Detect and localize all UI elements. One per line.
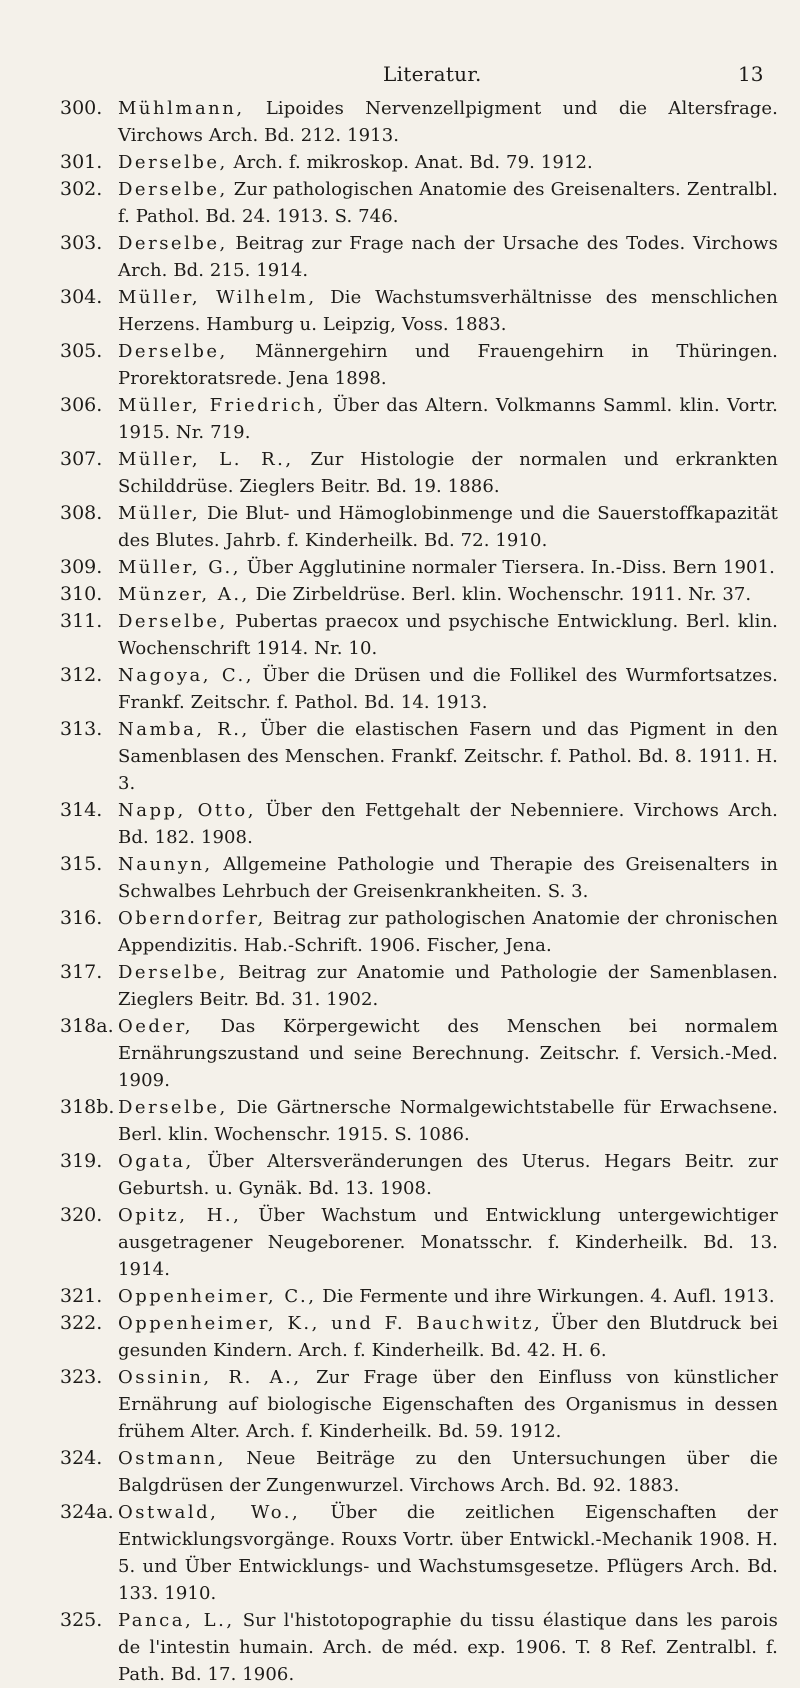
- reference-number: 323.: [60, 1366, 103, 1388]
- header-title: Literatur.: [383, 62, 482, 86]
- reference-entry: [0, 1607, 800, 1688]
- reference-author: Oeder,: [118, 1016, 193, 1037]
- reference-author: Panca, L.,: [118, 1610, 235, 1631]
- reference-citation: Lipoides Nervenzellpigment und die Altersfrage. Virchows Arch. Bd. 212. 1913.: [118, 98, 778, 146]
- reference-entry: [0, 230, 800, 284]
- reference-citation: Allgemeine Pathologie und Therapie des Greisenalters in Schwalbes Lehrbuch der Greisenkrankheiten. S. 3.: [118, 854, 778, 902]
- reference-entry: [0, 851, 800, 905]
- reference-text: [118, 797, 778, 851]
- reference-entry: [0, 446, 800, 500]
- reference-citation: Zur pathologischen Anatomie des Greisenalters. Zentralbl. f. Pathol. Bd. 24. 1913. S. 746.: [118, 179, 778, 227]
- reference-text: [118, 1202, 778, 1283]
- reference-number: 318a.: [60, 1015, 114, 1037]
- reference-text: [118, 1607, 778, 1688]
- reference-author: Mühlmann,: [118, 98, 245, 119]
- reference-citation: Die Gärtnersche Normalgewichtstabelle für Erwachsene. Berl. klin. Wochenschr. 1915. S. 1086.: [118, 1097, 778, 1145]
- reference-text: [118, 608, 778, 662]
- reference-citation: Über die elastischen Fasern und das Pigment in den Samenblasen des Menschen. Frankf. Zeitschr. f. Pathol. Bd. 8. 1911. H. 3.: [118, 719, 778, 794]
- reference-number: 319.: [60, 1150, 103, 1172]
- reference-text: [118, 1445, 778, 1499]
- reference-entry: [0, 1310, 800, 1364]
- reference-author: Opitz, H.,: [118, 1205, 242, 1226]
- reference-citation: Sur l'histotopographie du tissu élastique dans les parois de l'intestin humain. Arch. de méd. exp. 1906. T. 8 Ref. Zentralbl. f. Path. Bd. 17. 1906.: [118, 1610, 779, 1685]
- reference-entry: [0, 1283, 800, 1310]
- reference-text: [118, 392, 778, 446]
- reference-entry: [0, 797, 800, 851]
- reference-number: 317.: [60, 961, 103, 983]
- reference-text: [118, 554, 778, 581]
- reference-number: 324a.: [60, 1501, 114, 1523]
- reference-entry: [0, 608, 800, 662]
- reference-entry: [0, 338, 800, 392]
- reference-text: [118, 149, 778, 176]
- reference-number: 309.: [60, 556, 103, 578]
- reference-author: Oppenheimer, K., und F. Bauchwitz,: [118, 1313, 543, 1334]
- reference-entry: [0, 1013, 800, 1094]
- reference-citation: Über den Fettgehalt der Nebenniere. Virchows Arch. Bd. 182. 1908.: [118, 800, 778, 848]
- reference-text: [118, 851, 778, 905]
- reference-text: [118, 1310, 778, 1364]
- reference-author: Müller, Wilhelm,: [118, 287, 317, 308]
- reference-text: [118, 1364, 778, 1445]
- reference-number: 325.: [60, 1609, 103, 1631]
- reference-text: [118, 500, 778, 554]
- reference-author: Müller,: [118, 503, 201, 524]
- reference-text: [118, 905, 778, 959]
- reference-number: 304.: [60, 286, 103, 308]
- reference-text: [118, 284, 778, 338]
- reference-entry: [0, 905, 800, 959]
- reference-citation: Die Wachstumsverhältnisse des menschlichen Herzens. Hamburg u. Leipzig, Voss. 1883.: [118, 287, 778, 335]
- reference-citation: Über Wachstum und Entwicklung untergewichtiger ausgetragener Neugeborener. Monatsschr. f. Kinderheilk. Bd. 13. 1914.: [118, 1205, 778, 1280]
- reference-citation: Über den Blutdruck bei gesunden Kindern. Arch. f. Kinderheilk. Bd. 42. H. 6.: [118, 1313, 779, 1361]
- reference-entry: [0, 1148, 800, 1202]
- reference-citation: Pubertas praecox und psychische Entwicklung. Berl. klin. Wochenschrift 1914. Nr. 10.: [118, 611, 778, 659]
- reference-author: Ossinin, R. A.,: [118, 1367, 302, 1388]
- reference-citation: Männergehirn und Frauengehirn in Thüringen. Prorektoratsrede. Jena 1898.: [118, 341, 778, 389]
- reference-number: 300.: [60, 97, 103, 119]
- reference-author: Derselbe,: [118, 962, 228, 983]
- reference-number: 310.: [60, 583, 103, 605]
- reference-citation: Über die zeitlichen Eigenschaften der Entwicklungsvorgänge. Rouxs Vortr. über Entwickl.-Mechanik 1908. H. 5. und Über Entwicklungs- und Wachstumsgesetze. Pflügers Arch. Bd. 133. 1910.: [118, 1502, 778, 1604]
- reference-author: Münzer, A.,: [118, 584, 250, 605]
- reference-entry: [0, 392, 800, 446]
- reference-author: Derselbe,: [118, 341, 228, 362]
- reference-author: Ostmann,: [118, 1448, 226, 1469]
- reference-author: Müller, Friedrich,: [118, 395, 326, 416]
- reference-author: Nagoya, C.,: [118, 665, 254, 686]
- reference-entry: [0, 176, 800, 230]
- reference-author: Derselbe,: [118, 611, 228, 632]
- reference-list: [0, 95, 800, 1688]
- reference-number: 313.: [60, 718, 103, 740]
- reference-author: Ostwald, Wo.,: [118, 1502, 301, 1523]
- reference-citation: Über Altersveränderungen des Uterus. Hegars Beitr. zur Geburtsh. u. Gynäk. Bd. 13. 1908.: [118, 1151, 778, 1199]
- reference-text: [118, 662, 778, 716]
- reference-number: 302.: [60, 178, 103, 200]
- reference-number: 318b.: [60, 1096, 115, 1118]
- page-number: 13: [738, 62, 764, 86]
- reference-citation: Über die Drüsen und die Follikel des Wurmfortsatzes. Frankf. Zeitschr. f. Pathol. Bd. 14. 1913.: [118, 665, 779, 713]
- reference-text: [118, 959, 778, 1013]
- reference-text: [118, 716, 778, 797]
- reference-author: Oberndorfer,: [118, 908, 266, 929]
- reference-text: [118, 230, 778, 284]
- reference-citation: Beitrag zur Frage nach der Ursache des Todes. Virchows Arch. Bd. 215. 1914.: [118, 233, 778, 281]
- reference-number: 306.: [60, 394, 103, 416]
- reference-text: [118, 95, 778, 149]
- reference-entry: [0, 1202, 800, 1283]
- reference-citation: Zur Frage über den Einfluss von künstlicher Ernährung auf biologische Eigenschaften des Organismus in dessen frühem Alter. Arch. f. Kinderheilk. Bd. 59. 1912.: [118, 1367, 778, 1442]
- reference-number: 307.: [60, 448, 103, 470]
- reference-number: 314.: [60, 799, 103, 821]
- reference-author: Naunyn,: [118, 854, 213, 875]
- reference-citation: Die Fermente und ihre Wirkungen. 4. Aufl. 1913.: [316, 1286, 775, 1307]
- reference-citation: Beitrag zur Anatomie und Pathologie der Samenblasen. Zieglers Beitr. Bd. 31. 1902.: [118, 962, 778, 1010]
- reference-number: 322.: [60, 1312, 103, 1334]
- reference-author: Derselbe,: [118, 233, 228, 254]
- reference-text: [118, 1283, 778, 1310]
- reference-author: Oppenheimer, C.,: [118, 1286, 317, 1307]
- reference-citation: Neue Beiträge zu den Untersuchungen über die Balgdrüsen der Zungenwurzel. Virchows Arch. Bd. 92. 1883.: [118, 1448, 778, 1496]
- reference-entry: [0, 1499, 800, 1607]
- reference-author: Müller, L. R.,: [118, 449, 294, 470]
- reference-entry: [0, 284, 800, 338]
- reference-number: 312.: [60, 664, 103, 686]
- reference-text: [118, 1148, 778, 1202]
- reference-number: 315.: [60, 853, 103, 875]
- reference-number: 320.: [60, 1204, 103, 1226]
- reference-citation: Arch. f. mikroskop. Anat. Bd. 79. 1912.: [227, 152, 593, 173]
- reference-entry: [0, 554, 800, 581]
- reference-entry: [0, 1445, 800, 1499]
- reference-text: [118, 176, 778, 230]
- reference-citation: Zur Histologie der normalen und erkrankten Schilddrüse. Zieglers Beitr. Bd. 19. 1886.: [118, 449, 778, 497]
- reference-author: Derselbe,: [118, 152, 228, 173]
- reference-citation: Beitrag zur pathologischen Anatomie der chronischen Appendizitis. Hab.-Schrift. 1906. Fischer, Jena.: [118, 908, 778, 956]
- running-header: [0, 62, 800, 92]
- reference-number: 311.: [60, 610, 103, 632]
- reference-author: Ogata,: [118, 1151, 194, 1172]
- reference-author: Namba, R.,: [118, 719, 250, 740]
- reference-author: Müller, G.,: [118, 557, 241, 578]
- reference-author: Derselbe,: [118, 179, 228, 200]
- reference-number: 301.: [60, 151, 103, 173]
- reference-text: [118, 581, 778, 608]
- reference-entry: [0, 95, 800, 149]
- reference-entry: [0, 581, 800, 608]
- reference-text: [118, 446, 778, 500]
- reference-text: [118, 338, 778, 392]
- reference-entry: [0, 1364, 800, 1445]
- reference-citation: Über das Altern. Volkmanns Samml. klin. Vortr. 1915. Nr. 719.: [118, 395, 779, 443]
- reference-author: Napp, Otto,: [118, 800, 256, 821]
- reference-entry: [0, 662, 800, 716]
- reference-author: Derselbe,: [118, 1097, 228, 1118]
- reference-citation: Die Zirbeldrüse. Berl. klin. Wochenschr. 1911. Nr. 37.: [249, 584, 752, 605]
- reference-text: [118, 1094, 778, 1148]
- reference-entry: [0, 1094, 800, 1148]
- reference-number: 321.: [60, 1285, 103, 1307]
- reference-text: [118, 1499, 778, 1607]
- reference-entry: [0, 716, 800, 797]
- reference-number: 324.: [60, 1447, 103, 1469]
- reference-number: 308.: [60, 502, 103, 524]
- reference-text: [118, 1013, 778, 1094]
- reference-number: 303.: [60, 232, 103, 254]
- reference-entry: [0, 149, 800, 176]
- reference-entry: [0, 959, 800, 1013]
- reference-citation: Das Körpergewicht des Menschen bei normalem Ernährungszustand und seine Berechnung. Zeitschr. f. Versich.-Med. 1909.: [118, 1016, 778, 1091]
- reference-citation: Über Agglutinine normaler Tiersera. In.-Diss. Bern 1901.: [240, 557, 775, 578]
- reference-entry: [0, 500, 800, 554]
- reference-citation: Die Blut- und Hämoglobinmenge und die Sauerstoffkapazität des Blutes. Jahrb. f. Kinderheilk. Bd. 72. 1910.: [118, 503, 778, 551]
- reference-number: 305.: [60, 340, 103, 362]
- reference-number: 316.: [60, 907, 103, 929]
